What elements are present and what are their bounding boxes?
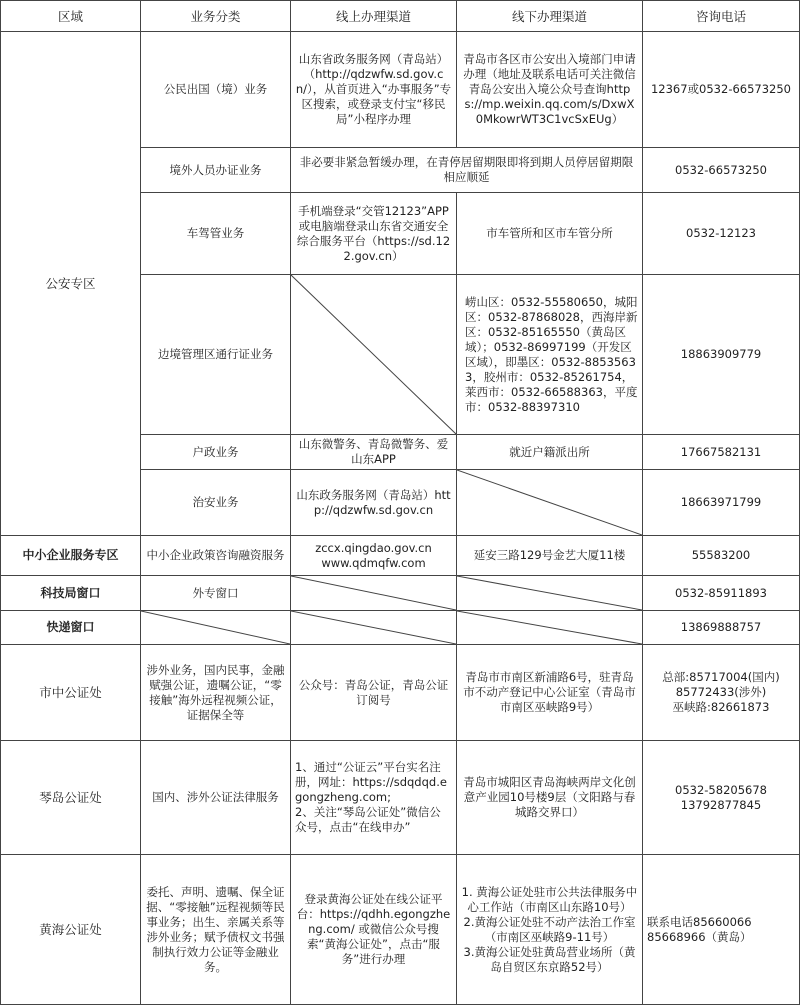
category-cell: 涉外业务，国内民事，金融赋强公证，遗嘱公证，“零接触”海外远程视频公证，证据保全等 — [141, 645, 291, 741]
category-cell: 公民出国（境）业务 — [141, 32, 291, 148]
offline-cell: 1. 黄海公证处驻市公共法律服务中心工作站（市南区山东路10号） 2.黄海公证处驻不动产法治工作室（市南区巫峡路9-11号） 3.黄海公证处驻黄岛营业场所（黄岛自贸区东京路52号） — [457, 855, 643, 1005]
table-row — [1, 855, 800, 1005]
header-region: 区域 — [1, 1, 141, 32]
empty-slash-cell — [291, 576, 457, 611]
table-row — [1, 611, 800, 645]
table-row — [1, 536, 800, 576]
online-cell: 1、通过“公证云”平台实名注册，网址：https://sdqdqd.egongzheng.com; 2、关注“琴岛公证处”微信公众号，点击“在线申办” — [291, 741, 457, 855]
header-online: 线上办理渠道 — [291, 1, 457, 32]
phone-cell: 13869888757 — [643, 611, 800, 645]
empty-slash-cell — [457, 470, 643, 536]
category-cell: 境外人员办证业务 — [141, 148, 291, 193]
category-cell: 边境管理区通行证业务 — [141, 275, 291, 435]
category-cell: 外专窗口 — [141, 576, 291, 611]
offline-cell: 就近户籍派出所 — [457, 435, 643, 470]
phone-cell: 0532-85911893 — [643, 576, 800, 611]
region-sme: 中小企业服务专区 — [1, 536, 141, 576]
phone-cell: 18863909779 — [643, 275, 800, 435]
empty-slash-cell — [291, 611, 457, 645]
online-cell: 山东省政务服务网（青岛站）（http://qdzwfw.sd.gov.cn/），从首页进入“办事服务”专区搜索，或登录支付宝“移民局”小程序办理 — [291, 32, 457, 148]
region-qindao: 琴岛公证处 — [1, 741, 141, 855]
header-category: 业务分类 — [141, 1, 291, 32]
phone-cell: 0532-66573250 — [643, 148, 800, 193]
region-express: 快递窗口 — [1, 611, 141, 645]
header-offline: 线下办理渠道 — [457, 1, 643, 32]
phone-cell: 总部:85717004(国内) 85772433(涉外) 巫峡路:82661873 — [643, 645, 800, 741]
region-huanghai: 黄海公证处 — [1, 855, 141, 1005]
category-cell: 中小企业政策咨询融资服务 — [141, 536, 291, 576]
online-cell: 公众号：青岛公证，青岛公证订阅号 — [291, 645, 457, 741]
offline-cell: 崂山区：0532-55580650，城阳区：0532-87868028，西海岸新区：0532-85165550（黄岛区域）；0532-86997199（开发区区域），即墨区：0532-88535633，胶州市：0532-85261754，莱西市：0532-66588363，平度市：0532-88397310 — [457, 275, 643, 435]
offline-cell: 延安三路129号金艺大厦11楼 — [457, 536, 643, 576]
header-phone: 咨询电话 — [643, 1, 800, 32]
online-cell: 登录黄海公证处在线公证平台：https://qdhh.egongzheng.com/ 或微信公众号搜索“黄海公证处”，点击“服务”进行办理 — [291, 855, 457, 1005]
offline-cell: 市车管所和区市车管分所 — [457, 193, 643, 275]
phone-cell: 17667582131 — [643, 435, 800, 470]
category-cell: 户政业务 — [141, 435, 291, 470]
online-cell: 山东微警务、青岛微警务、爱山东APP — [291, 435, 457, 470]
offline-cell: 青岛市各区市公安出入境部门申请办理（地址及联系电话可关注微信青岛公安出入境公众号查询https://mp.weixin.qq.com/s/DxwX0MkowrWT3C1vcSxEUg） — [457, 32, 643, 148]
phone-cell: 联系电话85660066 85668966（黄岛） — [643, 855, 800, 1005]
category-cell: 委托、声明、遗嘱、保全证据、“零接触”远程视频等民事业务；出生、亲属关系等涉外业务；赋予债权文书强制执行效力公证等金融业务。 — [141, 855, 291, 1005]
empty-slash-cell — [457, 611, 643, 645]
phone-cell: 55583200 — [643, 536, 800, 576]
empty-slash-cell — [141, 611, 291, 645]
table-row — [1, 741, 800, 855]
offline-cell: 青岛市市南区新浦路6号，驻青岛市不动产登记中心公证室（青岛市市南区巫峡路9号） — [457, 645, 643, 741]
online-cell: 手机端登录“交管12123”APP或电脑端登录山东省交通安全综合服务平台（https://sd.122.gov.cn） — [291, 193, 457, 275]
empty-slash-cell — [457, 576, 643, 611]
table-row — [1, 645, 800, 741]
category-cell: 国内、涉外公证法律服务 — [141, 741, 291, 855]
header-row — [1, 1, 800, 32]
category-cell: 治安业务 — [141, 470, 291, 536]
region-public-security: 公安专区 — [1, 32, 141, 536]
region-tech: 科技局窗口 — [1, 576, 141, 611]
phone-cell: 0532-58205678 13792877845 — [643, 741, 800, 855]
online-cell: zccx.qingdao.gov.cn www.qdmqfw.com — [291, 536, 457, 576]
merged-channel-cell: 非必要非紧急暂缓办理，在青停居留期限即将到期人员停居留期限相应顺延 — [291, 148, 643, 193]
empty-slash-cell — [291, 275, 457, 435]
table-row — [1, 32, 800, 148]
online-cell: 山东政务服务网（青岛站）http://qdzwfw.sd.gov.cn — [291, 470, 457, 536]
table-row — [1, 576, 800, 611]
region-shizhong: 市中公证处 — [1, 645, 141, 741]
phone-cell: 0532-12123 — [643, 193, 800, 275]
offline-cell: 青岛市城阳区青岛海峡两岸文化创意产业园10号楼9层（文阳路与春城路交界口） — [457, 741, 643, 855]
phone-cell: 18663971799 — [643, 470, 800, 536]
category-cell: 车驾管业务 — [141, 193, 291, 275]
phone-cell: 12367或0532-66573250 — [643, 32, 800, 148]
